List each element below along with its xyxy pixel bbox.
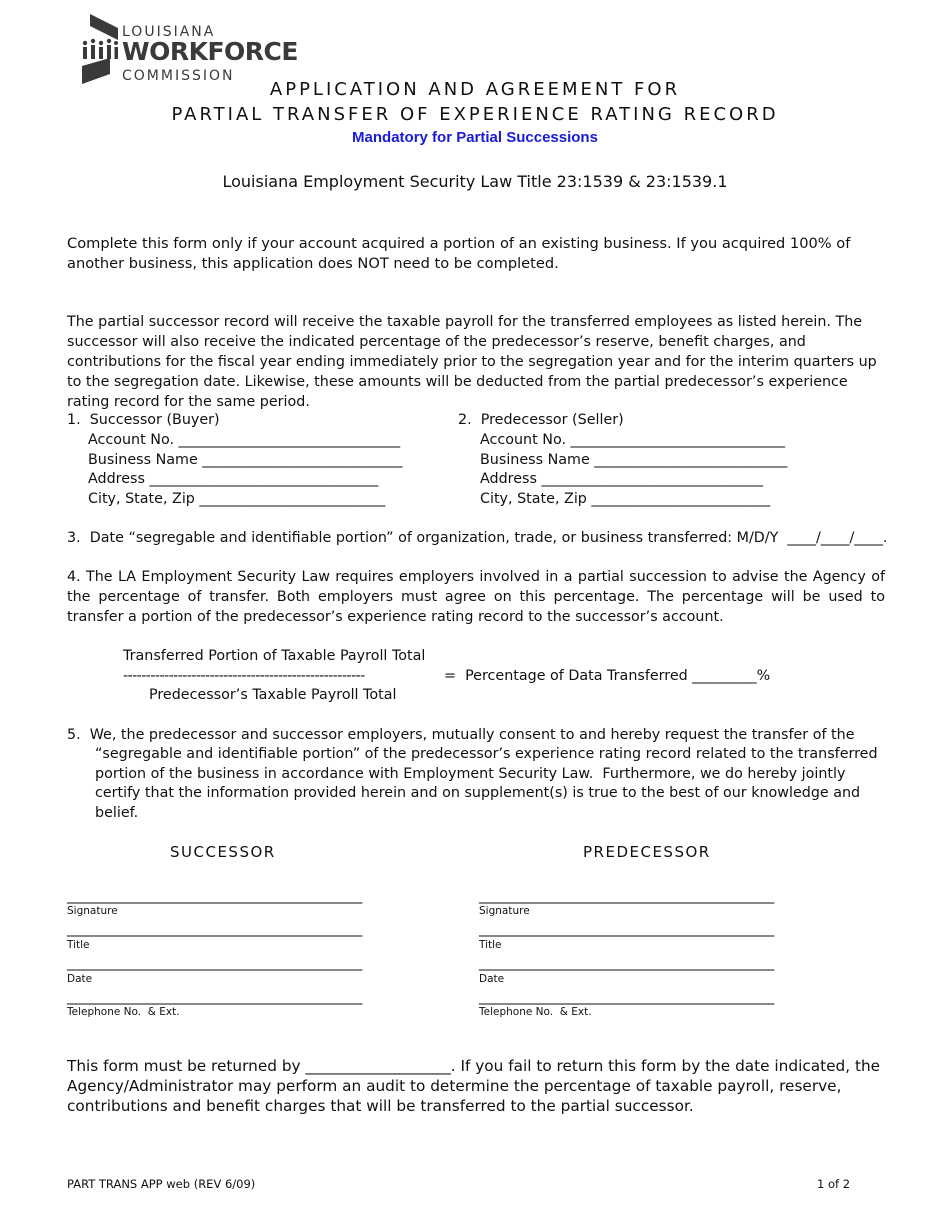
predecessor-address-field[interactable]: Address _______________________________ bbox=[480, 471, 764, 487]
successor-city-field[interactable]: City, State, Zip __________________________ bbox=[88, 491, 386, 507]
successor-business-field[interactable]: Business Name ____________________________ bbox=[88, 452, 403, 468]
successor-signature-line[interactable]: _____________________________________________ bbox=[67, 888, 362, 904]
segregation-date-field[interactable]: 3. Date “segregable and identifiable portion” of organization, trade, or business transferred: M/D/Y ____/____/____. bbox=[67, 530, 888, 546]
consent-line-3: portion of the business in accordance with Employment Security Law. Furthermore, we do hereby jointly bbox=[95, 766, 846, 782]
predecessor-date-line[interactable]: _____________________________________________ bbox=[479, 955, 774, 971]
section-4-text: 4. The LA Employment Security Law requires employers involved in a partial succession to advise the Agency of the percentage of transfer. Both employers must agree on this percentage. The percentage will be used to transfer a portion of the predecessor’s experience rating record to the successor’s account. bbox=[67, 569, 885, 625]
successor-signature-heading: SUCCESSOR bbox=[170, 843, 276, 861]
predecessor-city-field[interactable]: City, State, Zip _________________________ bbox=[480, 491, 771, 507]
lwc-logo bbox=[80, 14, 298, 88]
intro-text-2: The partial successor record will receive the taxable payroll for the transferred employees as listed herein. The successor will also receive the indicated percentage of the predecessor’s reserve, benefit charges, and contributions for the fiscal year ending immediately prior to the segregation year and for the interim quarters up to the segregation date. Likewise, these amounts will be deducted from the partial predecessor’s experience rating record for the same period. bbox=[67, 314, 877, 410]
predecessor-telephone-line[interactable]: _____________________________________________ bbox=[479, 989, 774, 1005]
successor-title-label: Title bbox=[67, 939, 90, 951]
logo-mark-icon bbox=[80, 14, 120, 88]
successor-telephone-label: Telephone No. & Ext. bbox=[67, 1006, 180, 1018]
logo-line-2: WORKFORCE bbox=[122, 37, 298, 66]
successor-telephone-line[interactable]: _____________________________________________ bbox=[67, 989, 362, 1005]
form-subtitle: Mandatory for Partial Successions bbox=[352, 129, 598, 146]
predecessor-signature-label: Signature bbox=[479, 905, 530, 917]
consent-line-1: 5. We, the predecessor and successor employers, mutually consent to and hereby request the transfer of the bbox=[67, 727, 855, 743]
successor-account-field[interactable]: Account No. _______________________________ bbox=[88, 432, 401, 448]
consent-line-5: belief. bbox=[95, 805, 139, 821]
closing-text: This form must be returned by ___________________. If you fail to return this form by the date indicated, the Agency/Administrator may perform an audit to determine the percentage of taxable payroll, reserve, contributions and benefit charges that will be transferred to the partial successor. bbox=[67, 1057, 881, 1115]
page-number: 1 of 2 bbox=[817, 1177, 851, 1191]
successor-date-label: Date bbox=[67, 973, 93, 985]
predecessor-date-label: Date bbox=[479, 973, 505, 985]
logo-line-1: LOUISIANA bbox=[122, 24, 216, 40]
fraction-denominator: Predecessor’s Taxable Payroll Total bbox=[149, 687, 397, 703]
successor-title-line[interactable]: _____________________________________________ bbox=[67, 921, 362, 937]
predecessor-title-label: Title bbox=[479, 939, 502, 951]
predecessor-signature-line[interactable]: _____________________________________________ bbox=[479, 888, 774, 904]
law-reference: Louisiana Employment Security Law Title 23:1539 & 23:1539.1 bbox=[222, 172, 728, 191]
consent-line-2: “segregable and identifiable portion” of the predecessor’s experience rating record related to the transferred bbox=[95, 746, 878, 762]
intro-paragraph-1 bbox=[67, 234, 885, 274]
predecessor-telephone-label: Telephone No. & Ext. bbox=[479, 1006, 592, 1018]
form-title-line-1: APPLICATION AND AGREEMENT FOR bbox=[269, 79, 681, 100]
fraction-numerator: Transferred Portion of Taxable Payroll Total bbox=[123, 648, 426, 664]
intro-text-1: Complete this form only if your account acquired a portion of an existing business. If you acquired 100% of another business, this application does NOT need to be completed. bbox=[67, 235, 851, 272]
intro-paragraph-2 bbox=[67, 312, 885, 412]
form-id: PART TRANS APP web (REV 6/09) bbox=[67, 1177, 256, 1191]
predecessor-account-field[interactable]: Account No. ______________________________ bbox=[480, 432, 786, 448]
fraction-line: ----------------------------------------------------- bbox=[123, 668, 365, 684]
successor-address-field[interactable]: Address ________________________________ bbox=[88, 471, 379, 487]
percentage-field[interactable]: = Percentage of Data Transferred _________% bbox=[444, 668, 771, 684]
consent-line-4: certify that the information provided herein and on supplement(s) is true to the best of our knowledge and bbox=[95, 785, 861, 801]
predecessor-business-field[interactable]: Business Name ___________________________ bbox=[480, 452, 788, 468]
predecessor-signature-heading: PREDECESSOR bbox=[583, 843, 711, 861]
successor-signature-label: Signature bbox=[67, 905, 118, 917]
predecessor-heading: 2. Predecessor (Seller) bbox=[458, 412, 624, 428]
logo-line-3: COMMISSION bbox=[122, 68, 235, 84]
successor-heading: 1. Successor (Buyer) bbox=[67, 412, 220, 428]
successor-date-line[interactable]: _____________________________________________ bbox=[67, 955, 362, 971]
section-4-paragraph bbox=[67, 567, 885, 627]
closing-paragraph bbox=[67, 1056, 885, 1116]
predecessor-title-line[interactable]: _____________________________________________ bbox=[479, 921, 774, 937]
form-title-line-2: PARTIAL TRANSFER OF EXPERIENCE RATING RECORD bbox=[171, 104, 779, 125]
